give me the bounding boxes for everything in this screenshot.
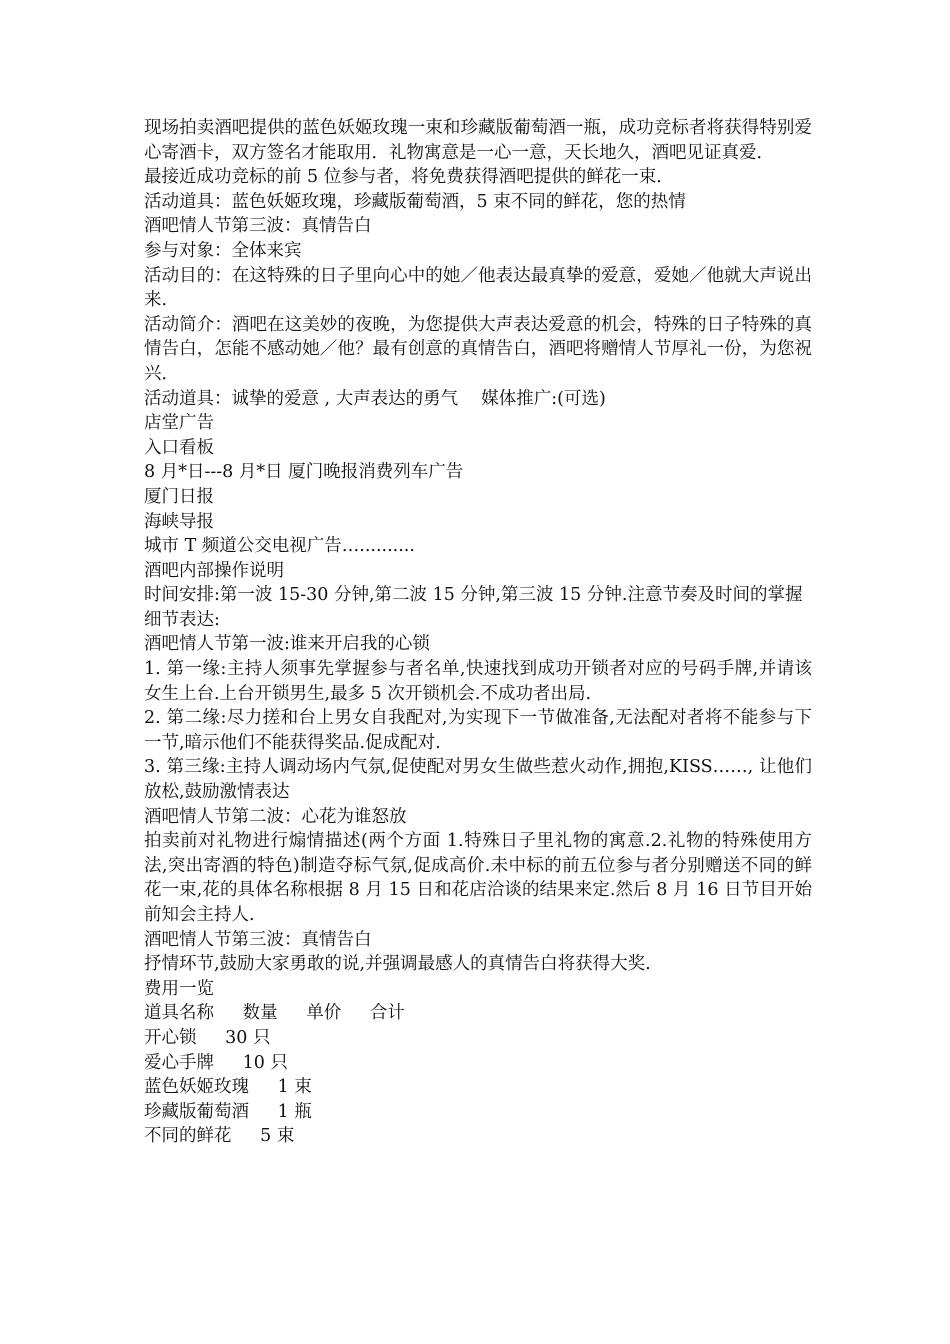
paragraph-summary: 活动简介：酒吧在这美妙的夜晚，为您提供大声表达爱意的机会，特殊的日子特殊的真情告白，怎能不感动她／他？最有创意的真情告白，酒吧将赠情人节厚礼一份，为您祝兴． <box>144 314 812 384</box>
paragraph-confession: 抒情环节,鼓励大家勇敢的说,并强调最感人的真情告白将获得大奖. <box>144 954 651 975</box>
heading-details: 细节表达: <box>144 609 220 630</box>
list-item-third: 3. 第三缘:主持人调动场内气氛,促使配对男女生做些惹火动作,拥抱,KISS……, 让他们放松,鼓励激情表达 <box>144 757 812 803</box>
cost-table-row: 爱心手牌 10 只 <box>144 1052 288 1073</box>
document-body <box>144 116 812 1149</box>
promo-item-bus-tv: 城市 T 频道公交电视广告….......... <box>144 536 415 557</box>
promo-item-store-ads: 店堂广告 <box>144 413 214 434</box>
heading-wave1: 酒吧情人节第一波:谁来开启我的心锁 <box>144 634 430 655</box>
promo-item-xiamen-daily: 厦门日报 <box>144 486 214 507</box>
cost-table-row: 珍藏版葡萄酒 1 瓶 <box>144 1101 312 1122</box>
paragraph-schedule: 时间安排:第一波 15-30 分钟,第二波 15 分钟,第三波 15 分钟.注意节奏及时间的掌握 <box>144 585 803 606</box>
paragraph-auction-intro: 现场拍卖酒吧提供的蓝色妖姬玫瑰一束和珍藏版葡萄酒一瓶，成功竞标者将获得特别爱心寄酒卡，双方签名才能取用．礼物寓意是一心一意，天长地久，酒吧见证真爱． <box>144 118 812 163</box>
cost-table-row: 蓝色妖姬玫瑰 1 束 <box>144 1077 312 1098</box>
paragraph-participants: 参与对象：全体来宾 <box>144 240 302 261</box>
cost-table-header: 道具名称 数量 单价 合计 <box>144 1003 405 1024</box>
promo-item-entrance-board: 入口看板 <box>144 437 214 458</box>
cost-table <box>144 1001 812 1149</box>
paragraph-props-wave3: 活动道具：诚挚的爱意 , 大声表达的勇气 媒体推广:(可选) <box>144 388 606 409</box>
paragraph-top5-flowers: 最接近成功竞标的前 5 位参与者，将免费获得酒吧提供的鲜花一束． <box>144 167 674 188</box>
promo-item-strait-herald: 海峡导报 <box>144 511 214 532</box>
paragraph-purpose: 活动目的：在这特殊的日子里向心中的她／他表达最真挚的爱意，爱她／他就大声说出来． <box>144 265 812 311</box>
heading-wave3-repeat: 酒吧情人节第三波：真情告白 <box>144 929 372 950</box>
list-item-second: 2. 第二缘:尽力搓和台上男女自我配对,为实现下一节做准备,无法配对者将不能参与下一节,暗示他们不能获得奖品.促成配对. <box>144 708 812 753</box>
cost-table-row: 开心锁 30 只 <box>144 1027 271 1048</box>
paragraph-props-wave2: 活动道具：蓝色妖姬玫瑰，珍藏版葡萄酒，5 束不同的鲜花，您的热情 <box>144 191 686 212</box>
heading-wave2: 酒吧情人节第二波：心花为谁怒放 <box>144 806 407 827</box>
heading-wave3: 酒吧情人节第三波：真情告白 <box>144 216 372 237</box>
heading-internal-ops: 酒吧内部操作说明 <box>144 560 284 581</box>
paragraph-auction-details: 拍卖前对礼物进行煽情描述(两个方面 1.特殊日子里礼物的寓意.2.礼物的特殊使用方法,突出寄酒的特色)制造夺标气氛,促成高价.未中标的前五位参与者分别赠送不同的鲜花一束,花的具体名称根据 8 月 15 日和花店洽谈的结果来定.然后 8 月 16 日节目开始前知会主持人. <box>144 831 812 925</box>
promo-item-evening-news: 8 月*日---8 月*日 厦门晚报消费列车广告 <box>144 462 464 483</box>
list-item-first: 1. 第一缘:主持人须事先掌握参与者名单,快速找到成功开锁者对应的号码手牌,并请该女生上台.上台开锁男生,最多 5 次开锁机会.不成功者出局. <box>144 659 812 704</box>
cost-table-row: 不同的鲜花 5 束 <box>144 1126 295 1147</box>
heading-cost-overview: 费用一览 <box>144 978 214 999</box>
